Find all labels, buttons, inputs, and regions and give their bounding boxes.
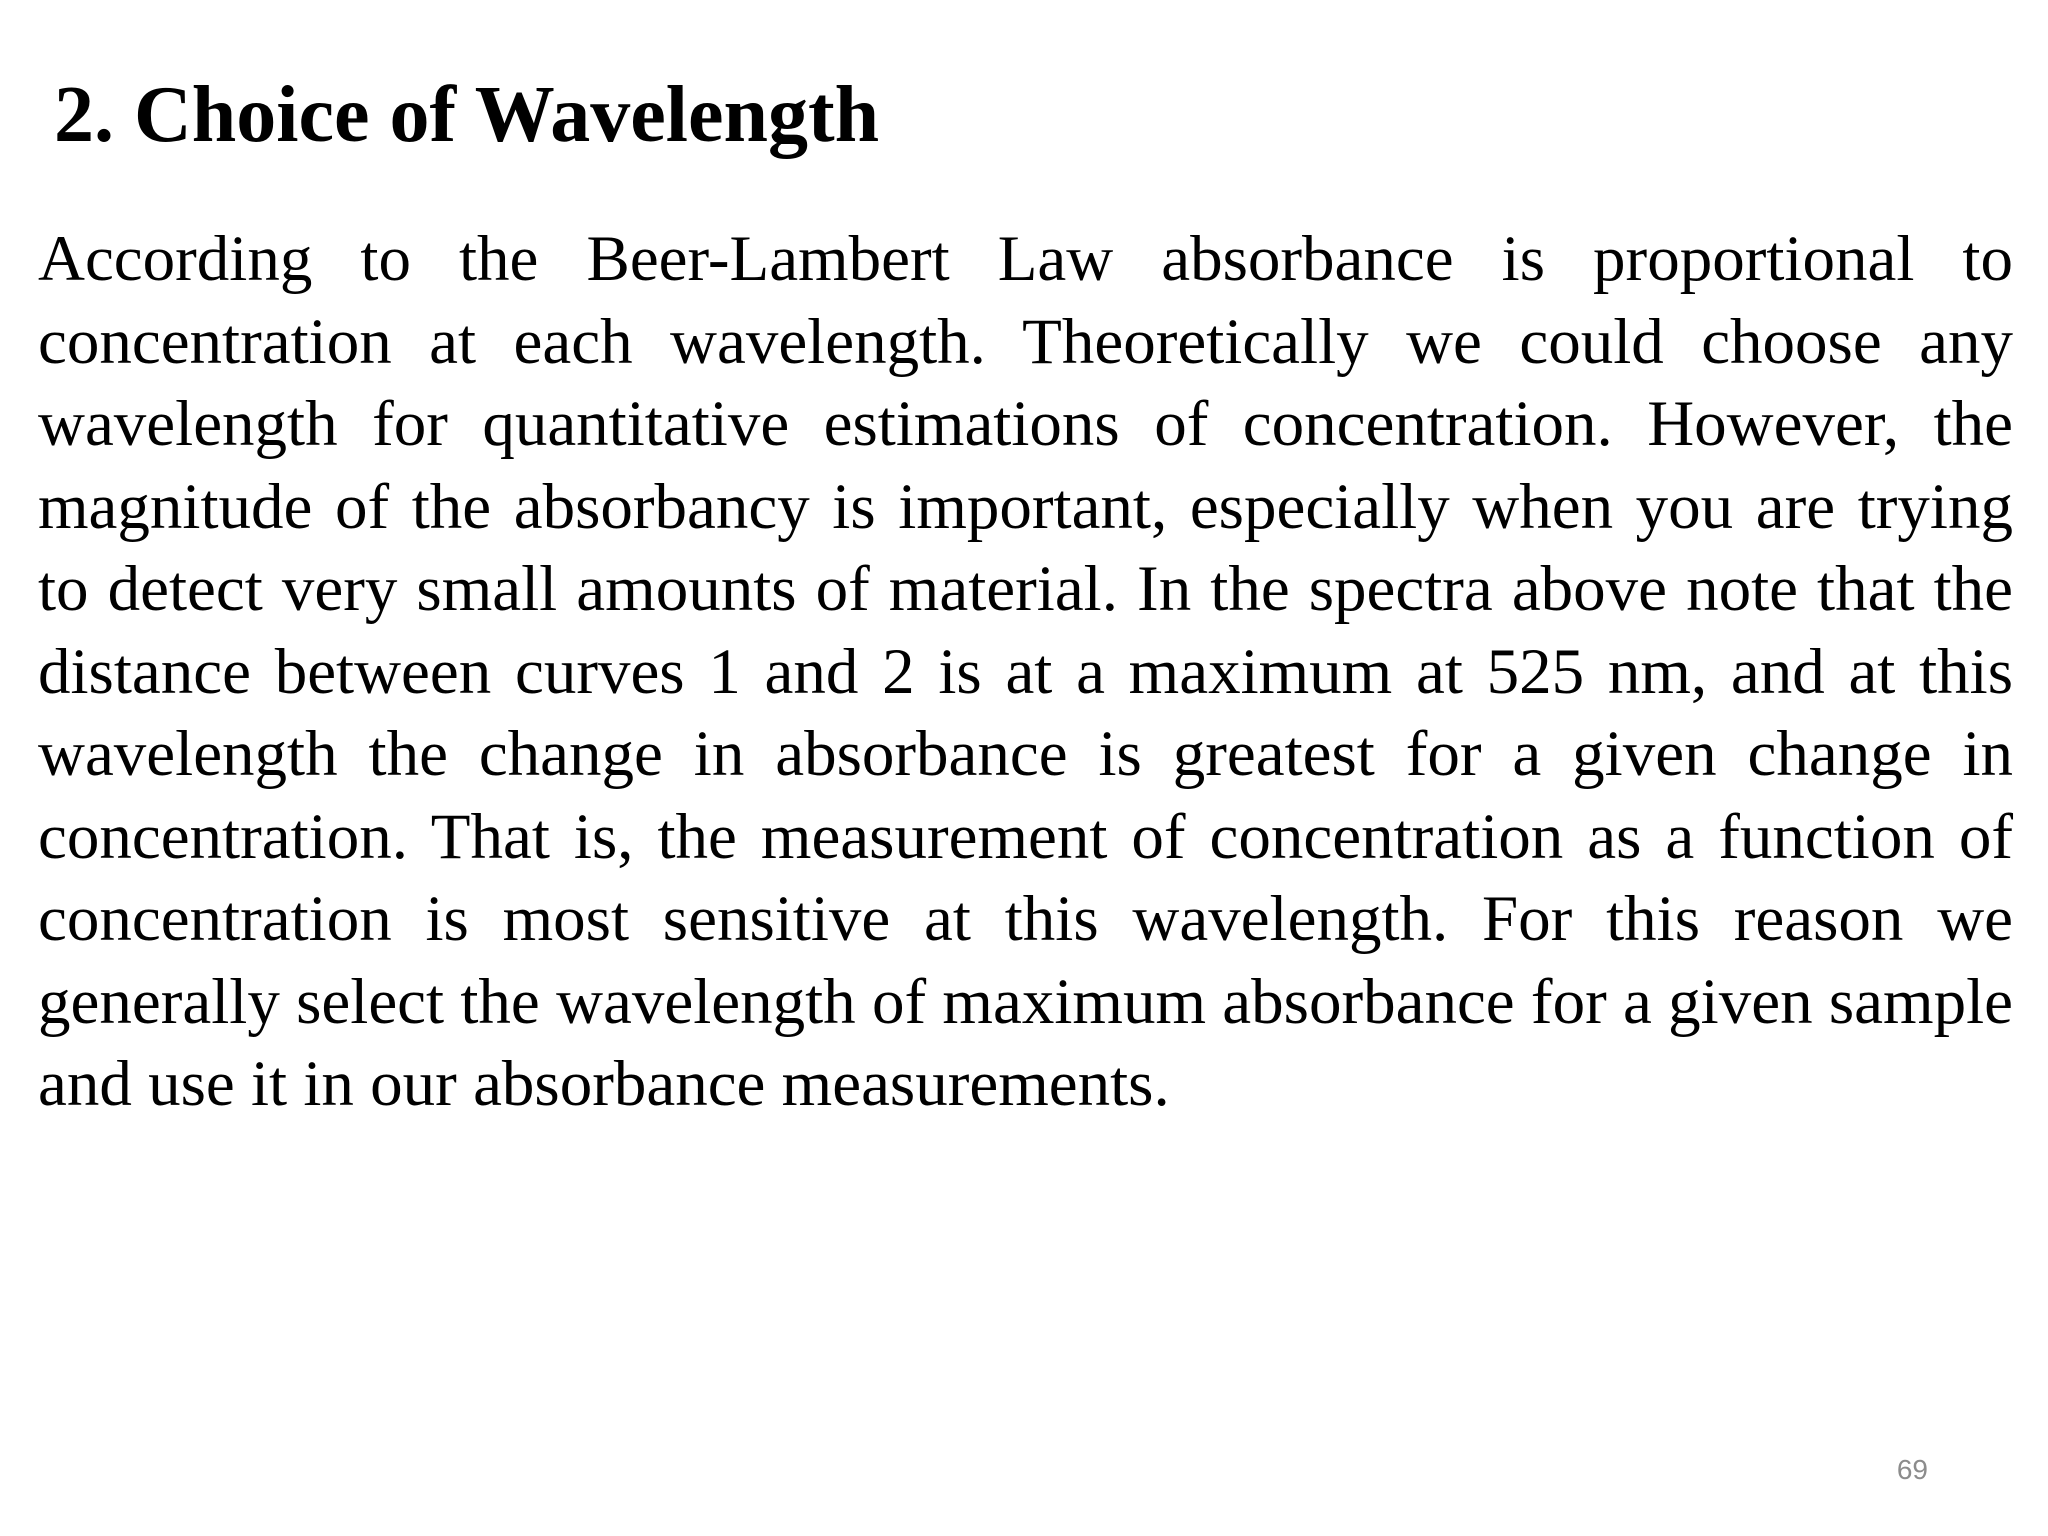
slide-title: 2. Choice of Wavelength xyxy=(54,71,880,159)
page-number: 69 xyxy=(1896,1454,1928,1485)
slide-body-paragraph: According to the Beer-Lambert Law absorbance is proportional to concentration at each wavelength. Theoretically we could choose any wavelength for quantitative estimations of concentration. However, the magnitude of the absorbancy is important, especially when you are trying to detect very small amounts of material. In the spectra above note that the distance between curves 1 and 2 is at a maximum at 525 nm, and at this wavelength the change in absorbance is greatest for a given change in concentration. That is, the measurement of concentration as a function of concentration is most sensitive at this wavelength. For this reason we generally select the wavelength of maximum absorbance for a given sample and use it in our absorbance measurements. xyxy=(38,223,2013,1120)
